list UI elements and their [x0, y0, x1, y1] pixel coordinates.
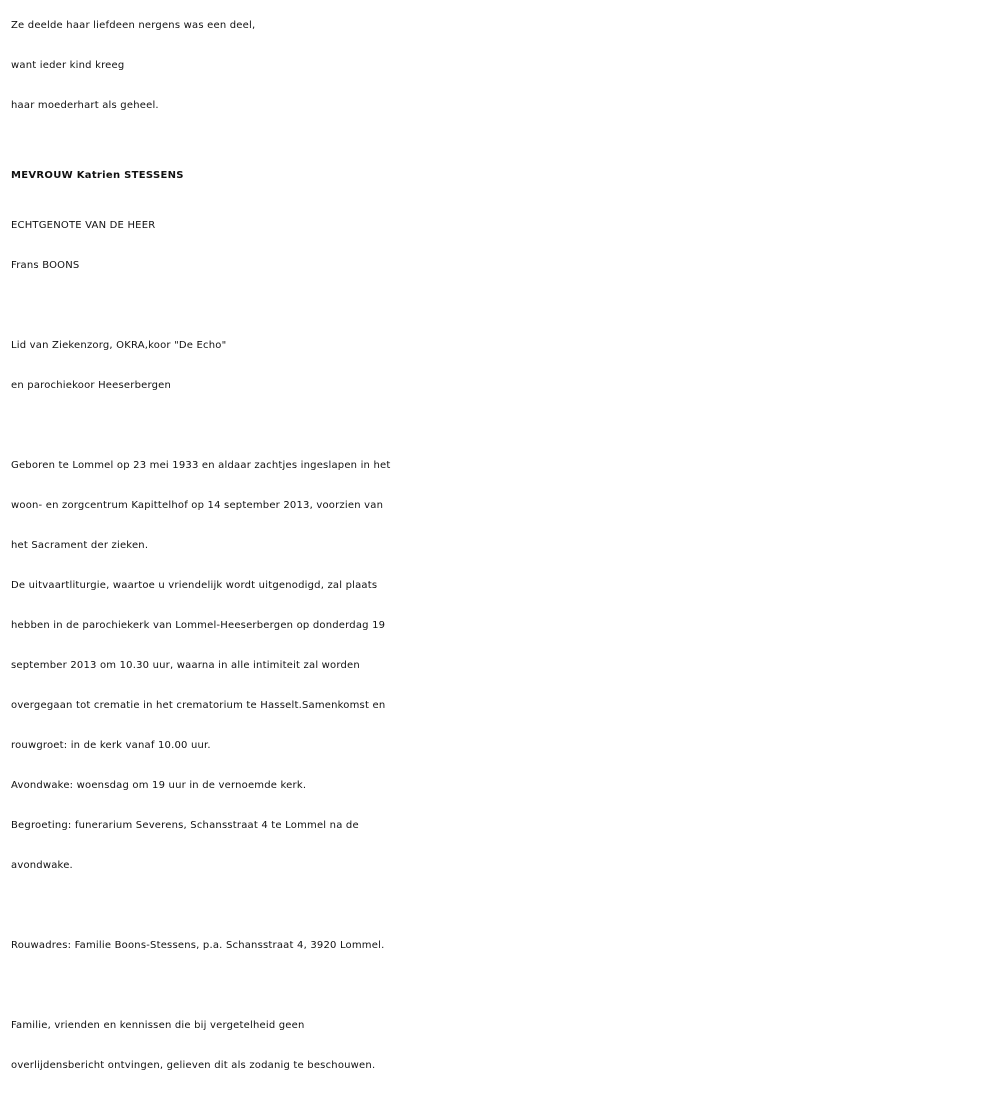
poem-line: Ze deelde haar liefdeen nergens was een deel,: [11, 20, 256, 31]
membership: [11, 326, 996, 406]
details-line: avondwake.: [11, 860, 73, 871]
spacer: [11, 966, 996, 1006]
poem-line: haar moederhart als geheel.: [11, 100, 159, 111]
details-line: Geboren te Lommel op 23 mei 1933 en aldaar zachtjes ingeslapen in het: [11, 460, 391, 471]
membership-line: Lid van Ziekenzorg, OKRA,koor "De Echo": [11, 340, 227, 351]
details-line: woon- en zorgcentrum Kapittelhof op 14 september 2013, voorzien van: [11, 500, 384, 511]
details-line: overgegaan tot crematie in het crematorium te Hasselt.Samenkomst en: [11, 700, 386, 711]
spacer: [11, 406, 996, 446]
spouse-name: Frans BOONS: [11, 260, 80, 271]
poem-line: want ieder kind kreeg: [11, 60, 125, 71]
details-line: hebben in de parochiekerk van Lommel-Heeserbergen op donderdag 19: [11, 620, 386, 631]
closing: [11, 1006, 996, 1086]
details-line: het Sacrament der zieken.: [11, 540, 149, 551]
closing-line: overlijdensbericht ontvingen, gelieven dit als zodanig te beschouwen.: [11, 1060, 376, 1071]
deceased-name: MEVROUW Katrien STESSENS: [11, 170, 184, 181]
spacer: [11, 286, 996, 326]
poem: [11, 6, 996, 126]
details-line: Avondwake: woensdag om 19 uur in de vernoemde kerk.: [11, 780, 307, 791]
details-line: Begroeting: funerarium Severens, Schansstraat 4 te Lommel na de: [11, 820, 359, 831]
mourning-address: Rouwadres: Familie Boons-Stessens, p.a. Schansstraat 4, 3920 Lommel.: [11, 940, 385, 951]
details-line: september 2013 om 10.30 uur, waarna in alle intimiteit zal worden: [11, 660, 360, 671]
details: [11, 446, 996, 886]
spacer: [11, 886, 996, 926]
membership-line: en parochiekoor Heeserbergen: [11, 380, 172, 391]
relation-text: ECHTGENOTE VAN DE HEER: [11, 220, 156, 231]
closing-line: Familie, vrienden en kennissen die bij vergetelheid geen: [11, 1020, 305, 1031]
details-line: De uitvaartliturgie, waartoe u vriendelijk wordt uitgenodigd, zal plaats: [11, 580, 378, 591]
death-notice: [11, 6, 996, 1086]
details-line: rouwgroet: in de kerk vanaf 10.00 uur.: [11, 740, 211, 751]
